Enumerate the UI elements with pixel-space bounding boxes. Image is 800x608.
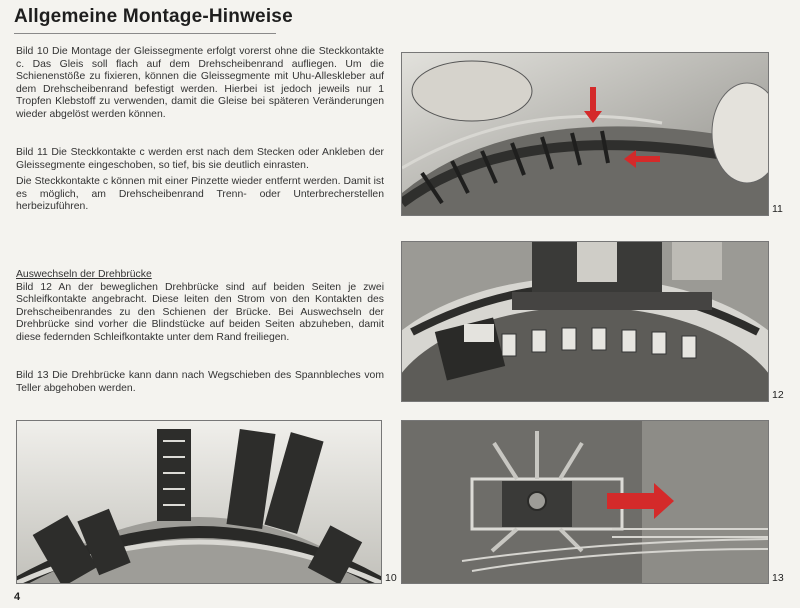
paragraph-bild11a: Bild 11 Die Steckkontakte c werden erst nach dem Stecken oder Ankleben der Gleissegmente eingeschoben, so tief, bis sie deutlich einrasten.	[16, 147, 384, 171]
photo-13-illustration	[402, 421, 768, 583]
figure-number-13: 13	[772, 572, 784, 584]
page-title: Allgemeine Montage-Hinweise	[14, 6, 293, 27]
photo-figure-10	[16, 420, 382, 584]
text-block-bild11	[16, 147, 384, 218]
text-block-bild13	[16, 370, 384, 399]
page-number: 4	[14, 591, 21, 603]
photo-12-illustration	[402, 242, 768, 401]
paragraph-bild13: Bild 13 Die Drehbrücke kann dann nach Wegschieben des Spannbleches vom Teller abgehoben werden.	[16, 370, 384, 394]
photo-11-illustration	[402, 53, 768, 215]
text-block-upper	[16, 46, 384, 126]
section-heading-drehbruecke: Auswechseln der Drehbrücke	[16, 269, 152, 280]
figure-number-10: 10	[385, 572, 397, 584]
paragraph-bild12: Bild 12 An der beweglichen Drehbrücke sind auf beiden Seiten je zwei Schleifkontakte angebracht. Diese leiten den Strom von den Kontakten des Drehscheibenrandes zu den Schienen der Brücke. Bei Auswechseln der Drehbrücke sind vorher die Blindstücke auf beiden Seiten abzuheben, damit diese federnden Schleifkontakte unter dem Rand freiliegen.	[16, 281, 384, 343]
figure-number-11: 11	[772, 203, 783, 215]
text-block-drehbruecke	[16, 269, 384, 349]
paragraph-bild10: Bild 10 Die Montage der Gleissegmente erfolgt vorerst ohne die Steckkontakte c. Das Gleis soll flach auf dem Drehscheibenrand aufliegen. Um die Schienenstöße zu fixieren, können die Gleissegmente mit Uhu-Alleskleber auf dem Drehscheibenrand befestigt werden. Hierbei ist jedoch jeweils nur 1 Tropfen Klebstoff zu verwenden, damit die Gleise bei späteren Veränderungen wieder abgelöst werden können.	[16, 46, 384, 120]
photo-figure-12	[401, 241, 769, 402]
photo-10-illustration	[17, 421, 381, 583]
photo-figure-11	[401, 52, 769, 216]
photo-figure-13	[401, 420, 769, 584]
title-underline	[14, 33, 276, 34]
paragraph-bild11b: Die Steckkontakte c können mit einer Pinzette wieder entfernt werden. Damit ist es möglich, am Drehscheibenrand Trenn- oder Unterbrecherstellen herbeizuführen.	[16, 176, 384, 213]
figure-number-12: 12	[772, 389, 784, 401]
